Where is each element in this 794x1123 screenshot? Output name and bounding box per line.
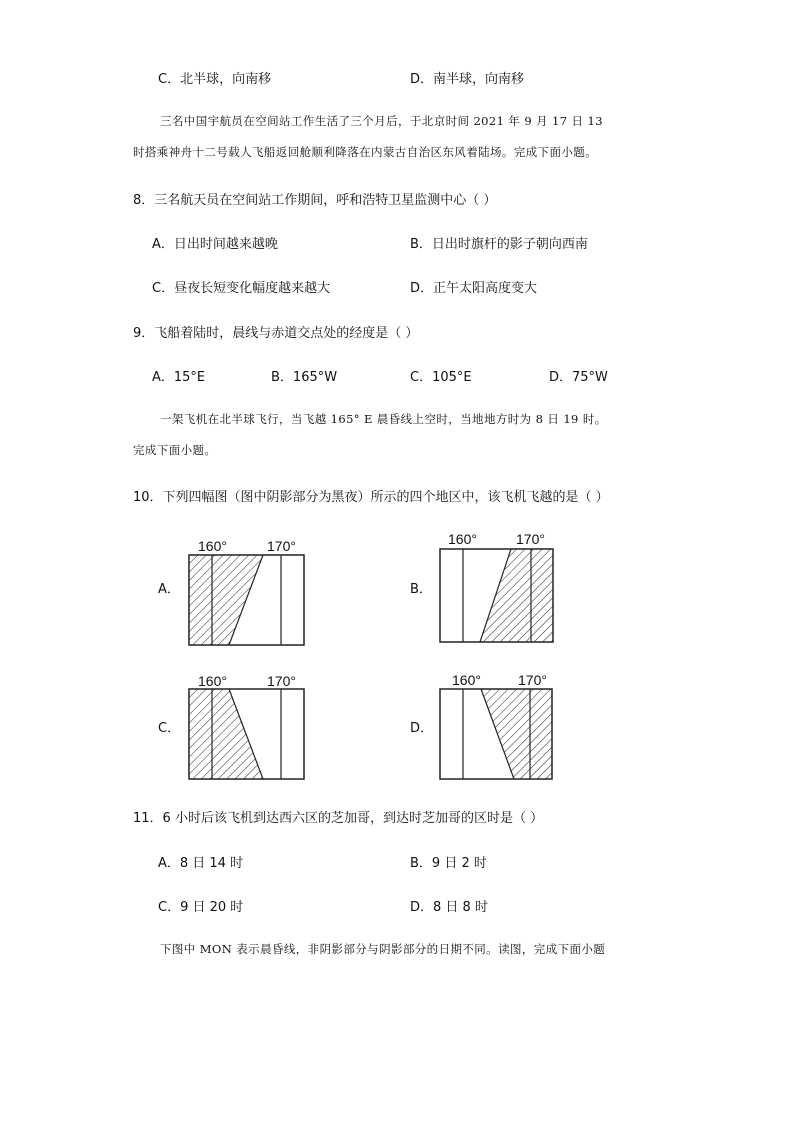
passage-3-line-1: 下图中 MON 表示晨昏线，非阴影部分与阴影部分的日期不同。读图，完成下面小题	[160, 942, 606, 956]
figure-b-diagram	[440, 549, 553, 642]
figure-d-lon-160: 160°	[452, 672, 481, 688]
q11-option-d: D．8 日 8 时	[410, 900, 488, 915]
q9-option-d: D．75°W	[549, 370, 608, 385]
figure-a-label: A．	[158, 582, 180, 597]
q11-option-a: A．8 日 14 时	[158, 856, 244, 871]
passage-2-line-1: 一架飞机在北半球飞行，当飞越 165° E 晨昏线上空时，当地地方时为 8 日 19 时。	[160, 412, 607, 426]
q9-option-c: C．105°E	[410, 370, 472, 385]
figure-c-lon-170: 170°	[267, 673, 296, 689]
q7-option-c: C．北半球，向南移	[158, 72, 272, 87]
q9-option-a: A．15°E	[152, 370, 206, 385]
figure-b-label: B．	[410, 582, 432, 597]
figure-d-label: D．	[410, 721, 434, 736]
q8-option-d: D．正午太阳高度变大	[410, 281, 538, 296]
figure-a-lon-160: 160°	[198, 538, 227, 554]
figure-c-diagram	[189, 689, 304, 779]
figure-b-lon-170: 170°	[516, 531, 545, 547]
figure-a-lon-170: 170°	[267, 538, 296, 554]
q9-stem: 9．飞船着陆时，晨线与赤道交点处的经度是（ ）	[133, 326, 419, 341]
figure-c-night-shade	[189, 689, 263, 779]
passage-1-line-2: 时搭乘神舟十二号载人飞船返回舱顺利降落在内蒙古自治区东风着陆场。完成下面小题。	[133, 145, 598, 159]
q8-option-a: A．日出时间越来越晚	[152, 237, 278, 252]
q8-option-c: C．昼夜长短变化幅度越来越大	[152, 281, 331, 296]
figure-c-lon-160: 160°	[198, 673, 227, 689]
q11-stem: 11．6 小时后该飞机到达西六区的芝加哥，到达时芝加哥的区时是（ ）	[133, 811, 544, 826]
passage-2-line-2: 完成下面小题。	[133, 443, 217, 457]
q8-stem: 8．三名航天员在空间站工作期间，呼和浩特卫星监测中心（ ）	[133, 193, 497, 208]
figure-d-night-shade	[481, 689, 552, 779]
figure-a-diagram	[189, 555, 304, 645]
passage-1-line-1: 三名中国宇航员在空间站工作生活了三个月后，于北京时间 2021 年 9 月 17 日 13	[160, 114, 603, 128]
q11-option-b: B．9 日 2 时	[410, 856, 487, 871]
figure-b-night-shade	[480, 549, 553, 642]
figure-c-label: C．	[158, 721, 181, 736]
figure-a-night-shade	[189, 555, 263, 645]
figure-d-diagram	[440, 689, 552, 779]
figure-d-lon-170: 170°	[518, 672, 547, 688]
q10-stem: 10．下列四幅图（图中阴影部分为黑夜）所示的四个地区中，该飞机飞越的是（ ）	[133, 490, 609, 505]
q8-option-b: B．日出时旗杆的影子朝向西南	[410, 237, 588, 252]
q7-option-d: D．南半球，向南移	[410, 72, 525, 87]
q9-option-b: B．165°W	[271, 370, 338, 385]
q11-option-c: C．9 日 20 时	[158, 900, 244, 915]
figure-b-lon-160: 160°	[448, 531, 477, 547]
